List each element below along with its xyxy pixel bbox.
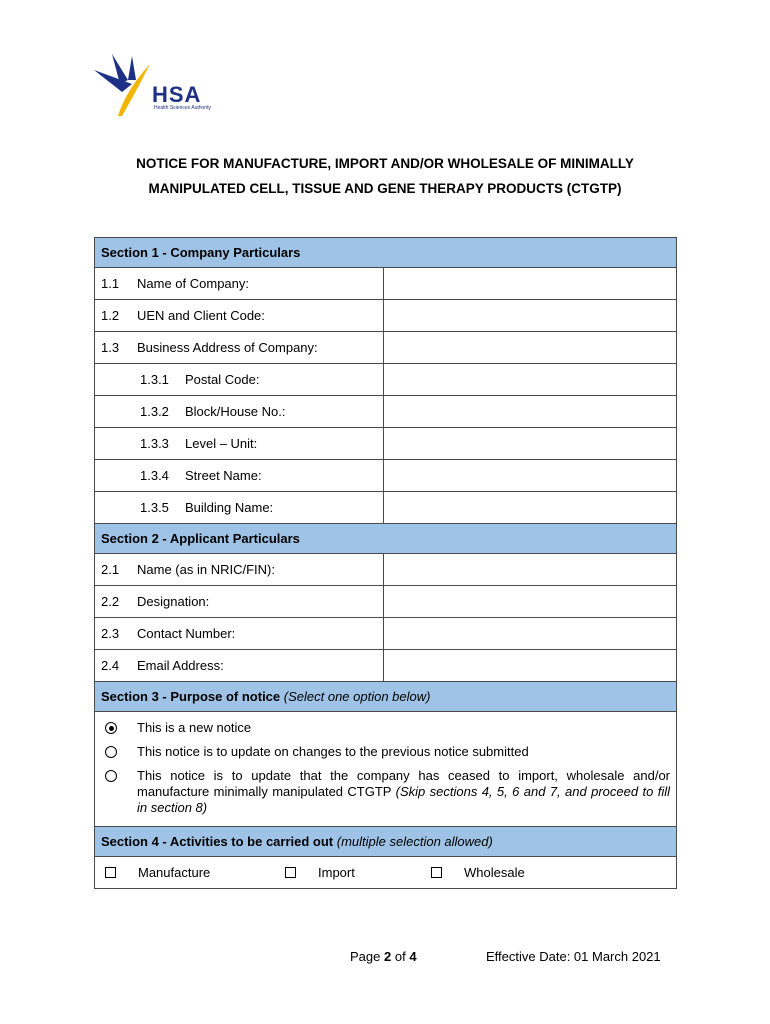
row-number: 2.4 [101,658,120,673]
row-label: UEN and Client Code: [137,308,265,323]
form-row [95,618,677,650]
form-row [95,492,677,524]
section3-note: (Select one option below) [283,689,431,704]
form-row [95,460,677,492]
row-number: 1.3.4 [140,468,169,483]
form-row [95,554,677,586]
purpose-option[interactable] [101,764,676,820]
hsa-logo [92,50,222,120]
row-number: 1.3 [101,340,120,355]
purpose-option[interactable] [101,716,676,740]
contact-number-field[interactable] [384,618,677,650]
option-label-wrap [137,768,676,816]
row-number: 1.2 [101,308,120,323]
row-label: Postal Code: [185,372,260,387]
form-title-line2: MANIPULATED CELL, TISSUE AND GENE THERAPY PRODUCTS (CTGTP) [148,181,622,196]
building-name-field[interactable] [384,492,677,524]
row-number: 1.3.2 [140,404,169,419]
postal-code-field[interactable] [384,364,677,396]
wholesale-checkbox[interactable] [431,865,525,880]
section3-heading [95,682,677,712]
section4-note: (multiple selection allowed) [336,834,493,849]
activities-row [95,857,677,889]
checkbox-label: Import [318,865,355,880]
row-label: Level – Unit: [185,436,258,451]
applicant-name-field[interactable] [384,554,677,586]
row-number: 2.1 [101,562,120,577]
checkbox-icon[interactable] [105,867,116,878]
form-row [95,268,677,300]
email-address-field[interactable] [384,650,677,682]
row-label: Name of Company: [137,276,249,291]
option-label: This notice is to update that the company has ceased to import, wholesale and/or manufacture minimally manipulated CTGTP [137,768,670,799]
uen-client-code-field[interactable] [384,300,677,332]
block-house-field[interactable] [384,396,677,428]
designation-field[interactable] [384,586,677,618]
row-label: Name (as in NRIC/FIN): [137,562,275,577]
notice-form-table [94,237,677,889]
form-row [95,364,677,396]
effective-date: Effective Date: 01 March 2021 [486,949,661,964]
option-note: (Skip sections 4, 5, 6 and 7, and proceed to fill in section 8) [137,784,670,815]
checkbox-icon[interactable] [431,867,442,878]
row-label: Contact Number: [137,626,236,641]
row-number: 1.1 [101,276,120,291]
row-number: 1.3.3 [140,436,169,451]
level-unit-field[interactable] [384,428,677,460]
form-row [95,300,677,332]
radio-selected-icon[interactable] [105,722,117,734]
row-label: Business Address of Company: [137,340,318,355]
checkbox-label: Manufacture [138,865,211,880]
form-row [95,586,677,618]
page-total: 4 [409,949,417,964]
page-of: of [394,949,406,964]
option-label: This notice is to update on changes to the previous notice submitted [137,744,529,759]
import-checkbox[interactable] [285,865,431,880]
logo-text: HSA [152,82,202,107]
checkbox-label: Wholesale [464,865,525,880]
row-number: 1.3.5 [140,500,169,515]
row-label: Street Name: [185,468,262,483]
row-label: Designation: [137,594,210,609]
row-number: 2.3 [101,626,120,641]
section4-heading [95,827,677,857]
page-prefix: Page [350,949,381,964]
row-number: 2.2 [101,594,120,609]
section4-title: Section 4 - Activities to be carried out [101,834,334,849]
street-name-field[interactable] [384,460,677,492]
section2-heading: Section 2 - Applicant Particulars [95,524,677,554]
logo-subtext: Health Sciences Authority [154,105,211,111]
purpose-option[interactable] [101,740,676,764]
form-row [95,650,677,682]
checkbox-icon[interactable] [285,867,296,878]
company-name-field[interactable] [384,268,677,300]
radio-icon[interactable] [105,746,117,758]
form-title-line1: NOTICE FOR MANUFACTURE, IMPORT AND/OR WHOLESALE OF MINIMALLY [136,156,634,171]
row-label: Block/House No.: [185,404,286,419]
form-row [95,396,677,428]
form-row [95,332,677,364]
option-label: This is a new notice [137,720,252,735]
manufacture-checkbox[interactable] [105,865,285,880]
row-label: Building Name: [185,500,274,515]
section3-title: Section 3 - Purpose of notice [101,689,281,704]
radio-icon[interactable] [105,770,117,782]
page-current: 2 [384,949,392,964]
purpose-options [95,712,677,827]
section1-heading: Section 1 - Company Particulars [95,238,677,268]
row-number: 1.3.1 [140,372,169,387]
row-label: Email Address: [137,658,224,673]
form-row [95,428,677,460]
business-address-field[interactable] [384,332,677,364]
page-number [350,949,417,964]
